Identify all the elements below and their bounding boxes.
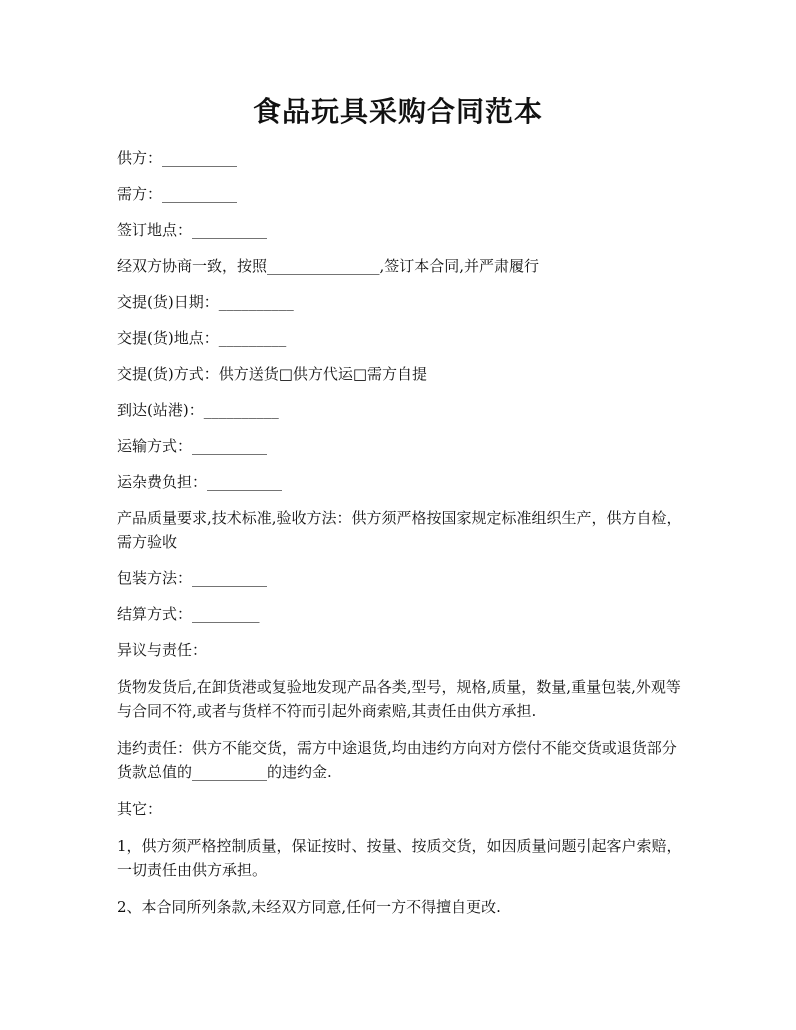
delivery-place-field: 交提(货)地点：_________ (117, 329, 287, 347)
supplier-field: 供方：__________ (117, 149, 238, 167)
other-heading: 其它： (117, 800, 163, 818)
transport-method-field: 运输方式：__________ (117, 437, 268, 455)
quality-requirements-clause: 产品质量要求,技术标准,验收方法：供方须严格按国家规定标准组织生产，供方自检，需方验收 (117, 509, 682, 551)
signing-place-field: 签订地点：__________ (117, 221, 268, 239)
document-title: 食品玩具采购合同范本 (252, 95, 543, 128)
settlement-method-field: 结算方式：_________ (117, 605, 260, 623)
breach-liability-clause: 违约责任：供方不能交货，需方中途退货,均由违约方向对方偿付不能交货或退货部分货款总值的__________的违约金. (117, 739, 677, 781)
buyer-field: 需方：__________ (117, 185, 238, 203)
delivery-method-field: 交提(货)方式：供方送货□供方代运□需方自提 (117, 365, 428, 383)
agreement-clause: 经双方协商一致，按照_______________,签订本合同,并严肃履行 (117, 257, 540, 275)
packing-method-field: 包装方法：__________ (117, 569, 268, 587)
arrival-port-field: 到达(站港)：__________ (117, 401, 279, 419)
other-clause-2: 2、本合同所列条款,未经双方同意,任何一方不得擅自更改. (117, 898, 501, 916)
objection-liability-heading: 异议与责任： (117, 641, 208, 659)
freight-burden-field: 运杂费负担：__________ (117, 473, 283, 491)
other-clause-1: 1，供方须严格控制质量，保证按时、按量、按质交货，如因质量问题引起客户索赔，一切责任由供方承担。 (117, 837, 682, 879)
objection-liability-clause: 货物发货后,在卸货港或复验地发现产品各类,型号，规格,质量，数量,重量包装,外观等与合同不符,或者与货样不符而引起外商索赔,其责任由供方承担. (117, 678, 681, 720)
document-body (117, 146, 687, 919)
delivery-date-field: 交提(货)日期：__________ (117, 293, 294, 311)
